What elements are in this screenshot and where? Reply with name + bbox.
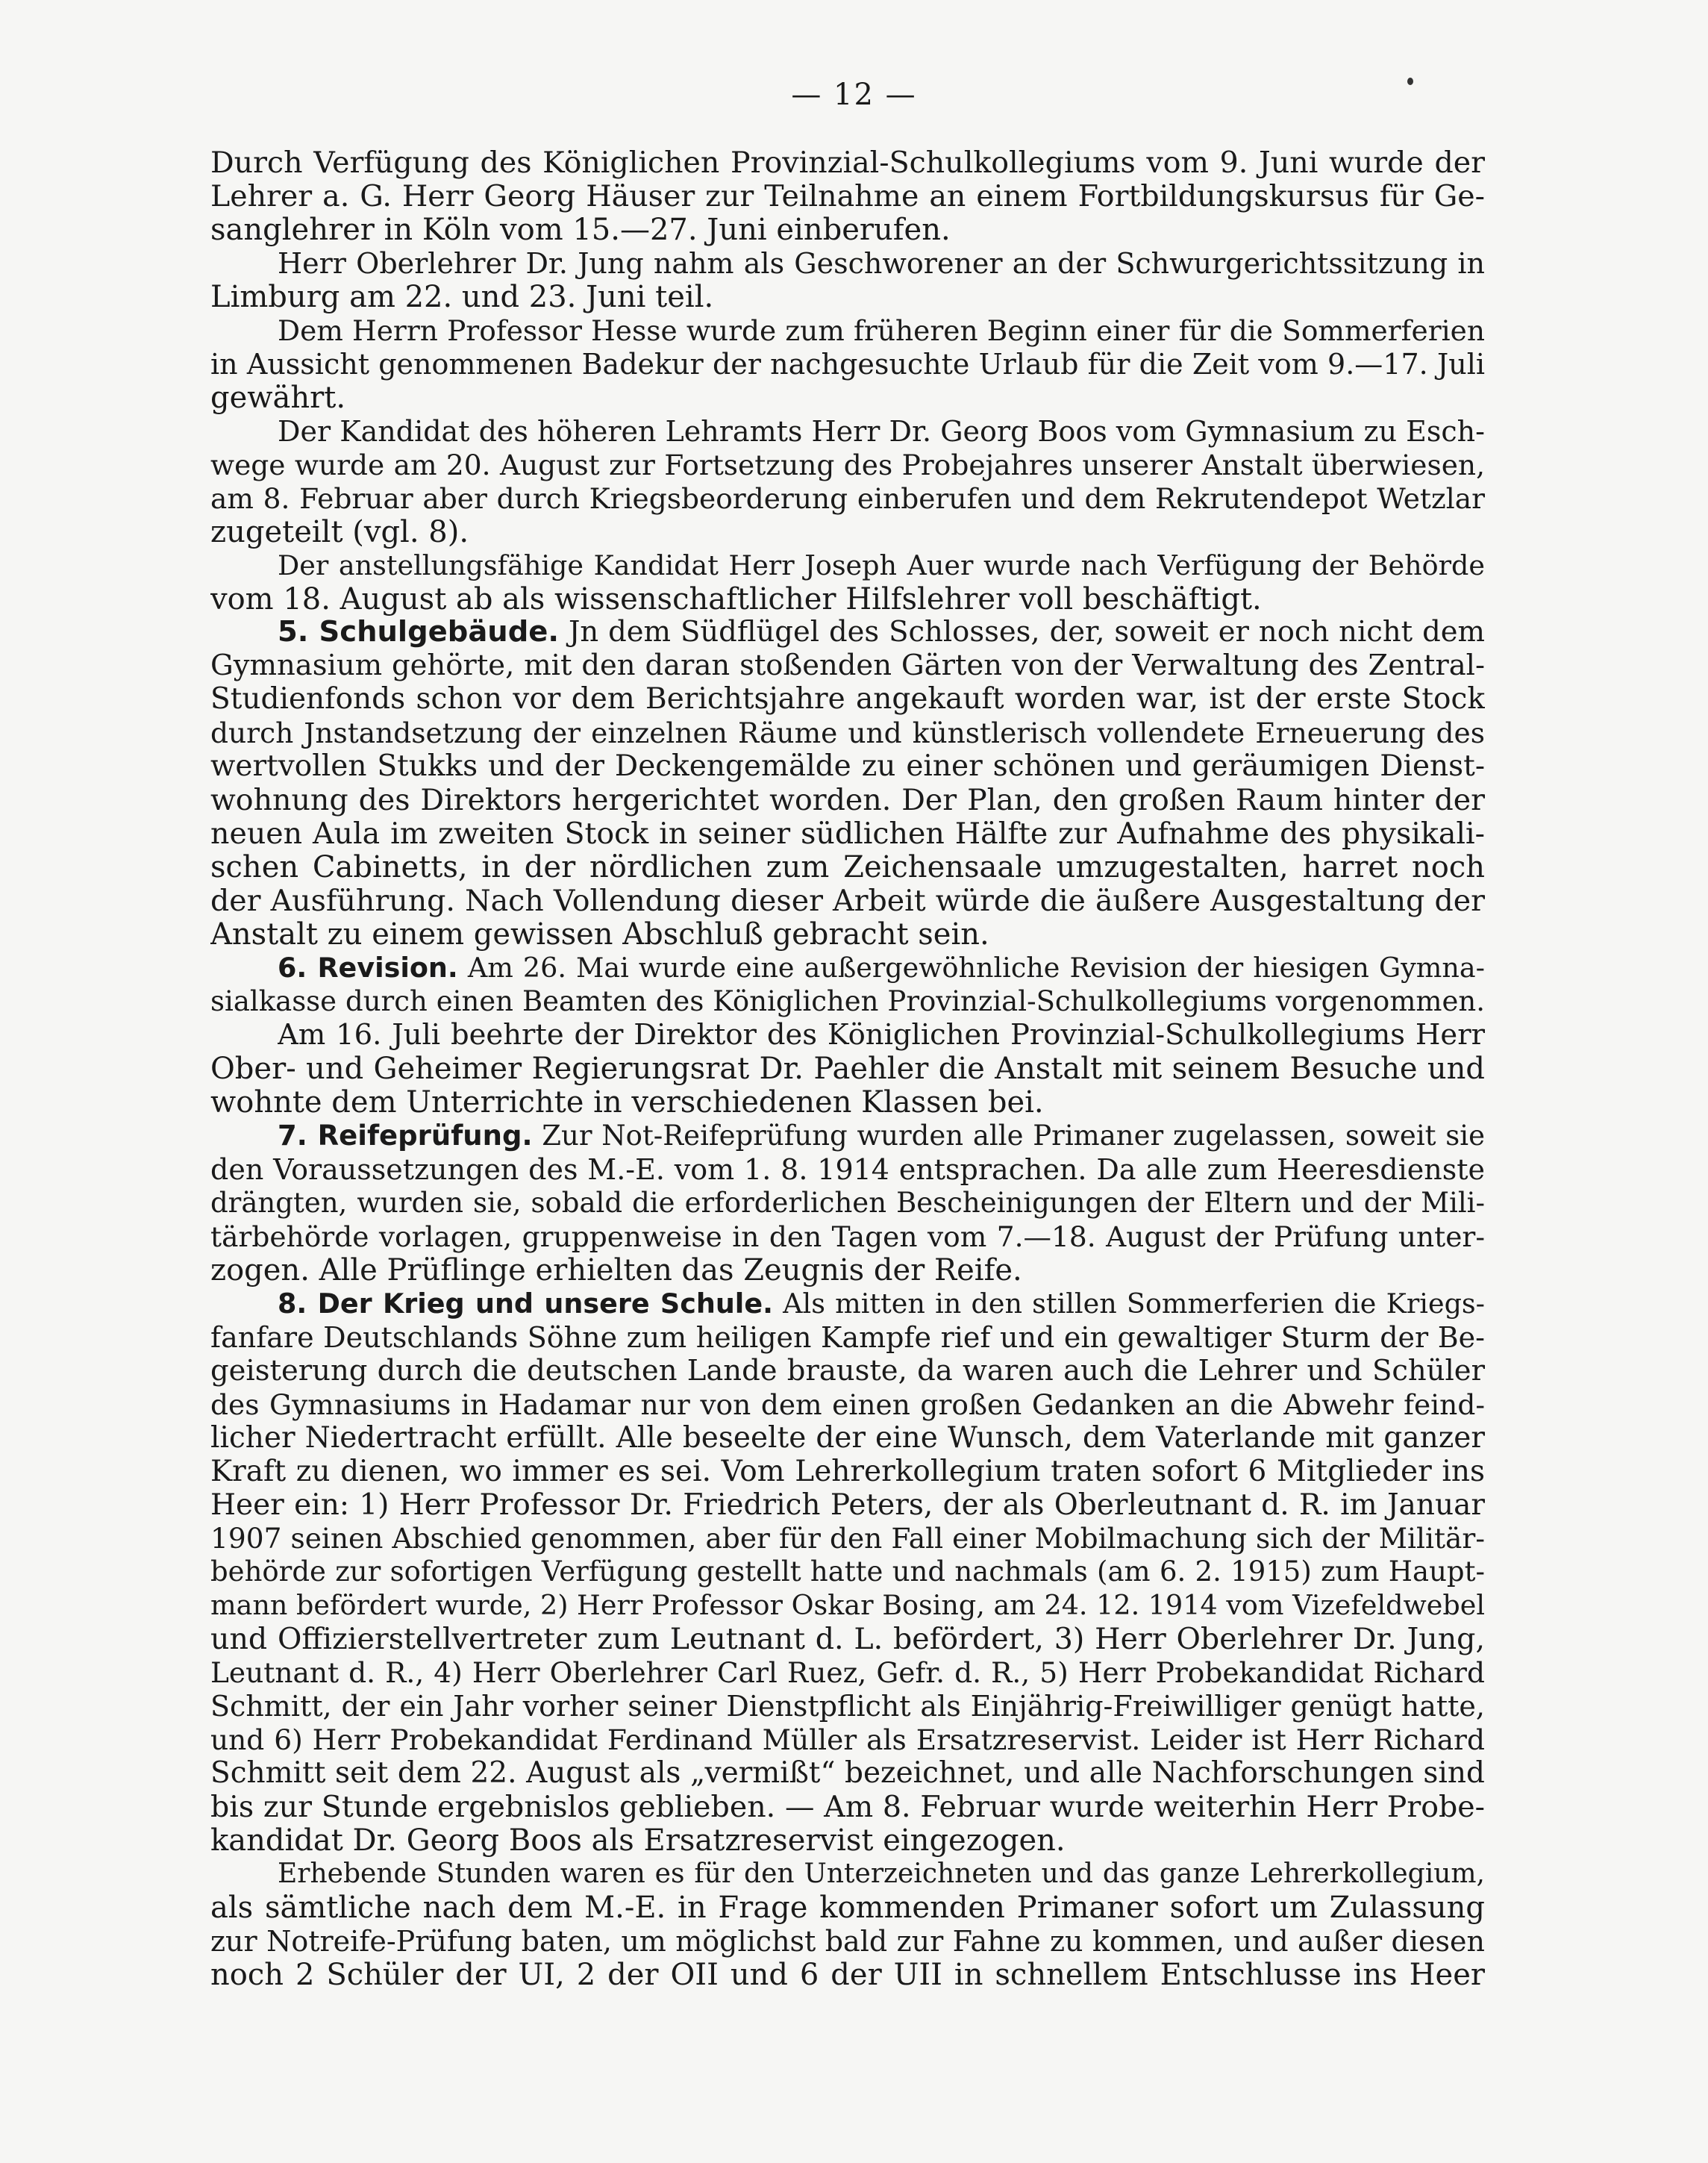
text-line: wertvollen Stukks und der Deckengemälde zu einer schönen und geräumigen Dienst- — [210, 749, 1485, 783]
text-line: sialkasse durch einen Beamten des Königlichen Provinzial-Schulkollegiums vorgenommen. — [210, 985, 1485, 1017]
text-line: Gymnasium gehörte, mit den daran stoßenden Gärten von der Verwaltung des Zentral- — [210, 649, 1485, 682]
text-line: Dem Herrn Professor Hesse wurde zum früheren Beginn einer für die Sommerferien — [278, 314, 1485, 347]
text-line: sanglehrer in Köln vom 15.—27. Juni einberufen. — [210, 213, 951, 247]
text-line: tärbehörde vorlagen, gruppenweise in den Tagen vom 7.—18. August der Prüfung unter- — [210, 1220, 1485, 1253]
text-line: 7. Reifeprüfung. Zur Not-Reifeprüfung wurden alle Primaner zugelassen, soweit sie — [278, 1120, 1485, 1152]
text-line: 5. Schulgebäude. Jn dem Südflügel des Schlosses, der, soweit er noch nicht dem — [278, 615, 1485, 649]
text-line: Der anstellungsfähige Kandidat Herr Joseph Auer wurde nach Verfügung der Behörde — [278, 549, 1485, 581]
text-line: Studienfonds schon vor dem Berichtsjahre angekauft worden war, ist der erste Stock — [210, 682, 1485, 716]
text-line: geisterung durch die deutschen Lande brauste, da waren auch die Lehrer und Schüler — [210, 1354, 1485, 1388]
text-line: Leutnant d. R., 4) Herr Oberlehrer Carl Ruez, Gefr. d. R., 5) Herr Probekandidat Richard — [210, 1656, 1485, 1689]
text-line: wohnte dem Unterrichte in verschiedenen Klassen bei. — [210, 1085, 1044, 1120]
text-line: vom 18. August ab als wissenschaftlicher Hilfslehrer voll beschäftigt. — [210, 582, 1262, 617]
text-line: am 8. Februar aber durch Kriegsbeorderung einberufen und dem Rekrutendepot Wetzlar — [210, 482, 1485, 515]
text-line: noch 2 Schüler der UI, 2 der OII und 6 der UII in schnellem Entschlusse ins Heer — [210, 1958, 1485, 1992]
section-heading: 8. Der Krieg und unsere Schule. — [278, 1288, 773, 1320]
text-line: wohnung des Direktors hergerichtet worden. Der Plan, den großen Raum hinter der — [210, 783, 1485, 817]
text-line: zogen. Alle Prüflinge erhielten das Zeugnis der Reife. — [210, 1253, 1022, 1288]
text-line: schen Cabinetts, in der nördlichen zum Zeichensaale umzugestalten, harret noch — [210, 850, 1485, 884]
text-line: behörde zur sofortigen Verfügung gestellt hatte und nachmals (am 6. 2. 1915) zum Haupt- — [210, 1555, 1485, 1588]
text-line: licher Niedertracht erfüllt. Alle beseelte der eine Wunsch, dem Vaterlande mit ganzer — [210, 1421, 1485, 1455]
text-line: Schmitt, der ein Jahr vorher seiner Dienstpflicht als Einjährig-Freiwilliger genügt hatte, — [210, 1690, 1485, 1723]
text-line: Herr Oberlehrer Dr. Jung nahm als Geschworener an der Schwurgerichtssitzung in — [278, 247, 1485, 280]
text-line: Ober- und Geheimer Regierungsrat Dr. Paehler die Anstalt mit seinem Besuche und — [210, 1052, 1485, 1086]
text-line: neuen Aula im zweiten Stock in seiner südlichen Hälfte zur Aufnahme des physikali- — [210, 817, 1485, 851]
text-line: kandidat Dr. Georg Boos als Ersatzreservist eingezogen. — [210, 1823, 1066, 1858]
ink-speck — [1407, 78, 1413, 85]
text-line: Kraft zu dienen, wo immer es sei. Vom Lehrerkollegium traten sofort 6 Mitglieder ins — [210, 1455, 1485, 1488]
text-line: bis zur Stunde ergebnislos geblieben. — Am 8. Februar wurde weiterhin Herr Probe- — [210, 1790, 1485, 1824]
text-line: als sämtliche nach dem M.-E. in Frage kommenden Primaner sofort um Zulassung — [210, 1891, 1485, 1925]
text-line: und Offizierstellvertreter zum Leutnant d. L. befördert, 3) Herr Oberlehrer Dr. Jung, — [210, 1622, 1485, 1656]
text-line: 6. Revision. Am 26. Mai wurde eine außergewöhnliche Revision der hiesigen Gymna- — [278, 952, 1485, 984]
text-line: Anstalt zu einem gewissen Abschluß gebracht sein. — [210, 917, 989, 952]
section-heading: 6. Revision. — [278, 952, 458, 984]
text-line: Erhebende Stunden waren es für den Unterzeichneten und das ganze Lehrerkollegium, — [278, 1858, 1485, 1889]
text-line: mann befördert wurde, 2) Herr Professor Oskar Bosing, am 24. 12. 1914 vom Vizefeldwebel — [210, 1589, 1485, 1621]
text-line: Der Kandidat des höheren Lehramts Herr Dr. Georg Boos vom Gymnasium zu Esch- — [278, 415, 1485, 448]
section-heading: 5. Schulgebäude. — [278, 615, 560, 649]
text-line: Heer ein: 1) Herr Professor Dr. Friedrich Peters, der als Oberleutnant d. R. im Januar — [210, 1488, 1485, 1522]
section-heading: 7. Reifeprüfung. — [278, 1120, 533, 1152]
text-line: wege wurde am 20. August zur Fortsetzung des Probejahres unserer Anstalt überwiesen, — [210, 449, 1485, 481]
text-line: Lehrer a. G. Herr Georg Häuser zur Teilnahme an einem Fortbildungskursus für Ge- — [210, 179, 1485, 213]
text-line: 8. Der Krieg und unsere Schule. Als mitten in den stillen Sommerferien die Kriegs- — [278, 1288, 1485, 1320]
text-line: zur Notreife-Prüfung baten, um möglichst bald zur Fahne zu kommen, und außer diesen — [210, 1925, 1485, 1958]
text-line: Am 16. Juli beehrte der Direktor des Königlichen Provinzial-Schulkollegiums Herr — [278, 1018, 1485, 1052]
page-number: — 12 — — [791, 78, 917, 112]
text-line: des Gymnasiums in Hadamar nur von dem einen großen Gedanken an die Abwehr feind- — [210, 1388, 1485, 1421]
text-line: drängten, wurden sie, sobald die erforderlichen Bescheinigungen der Eltern und der Mili- — [210, 1187, 1485, 1219]
text-line: Schmitt seit dem 22. August als „vermißt“ bezeichnet, und alle Nachforschungen sind — [210, 1756, 1485, 1790]
text-line: gewährt. — [210, 381, 346, 415]
text-line: den Voraussetzungen des M.-E. vom 1. 8. 1914 entsprachen. Da alle zum Heeresdienste — [210, 1153, 1485, 1186]
text-line: in Aussicht genommenen Badekur der nachgesuchte Urlaub für die Zeit vom 9.—17. Juli — [210, 348, 1485, 381]
text-line: fanfare Deutschlands Söhne zum heiligen Kampfe rief und ein gewaltiger Sturm der Be- — [210, 1321, 1485, 1354]
text-line: und 6) Herr Probekandidat Ferdinand Müller als Ersatzreservist. Leider ist Herr Richard — [210, 1723, 1485, 1756]
text-line: zugeteilt (vgl. 8). — [210, 515, 469, 549]
text-line: Durch Verfügung des Königlichen Provinzial-Schulkollegiums vom 9. Juni wurde der — [210, 146, 1485, 180]
text-line: der Ausführung. Nach Vollendung dieser Arbeit würde die äußere Ausgestaltung der — [210, 884, 1485, 918]
text-line: durch Jnstandsetzung der einzelnen Räume und künstlerisch vollendete Erneuerung des — [210, 717, 1485, 749]
text-line: 1907 seinen Abschied genommen, aber für den Fall einer Mobilmachung sich der Militär- — [210, 1522, 1485, 1555]
text-line: Limburg am 22. und 23. Juni teil. — [210, 280, 714, 314]
